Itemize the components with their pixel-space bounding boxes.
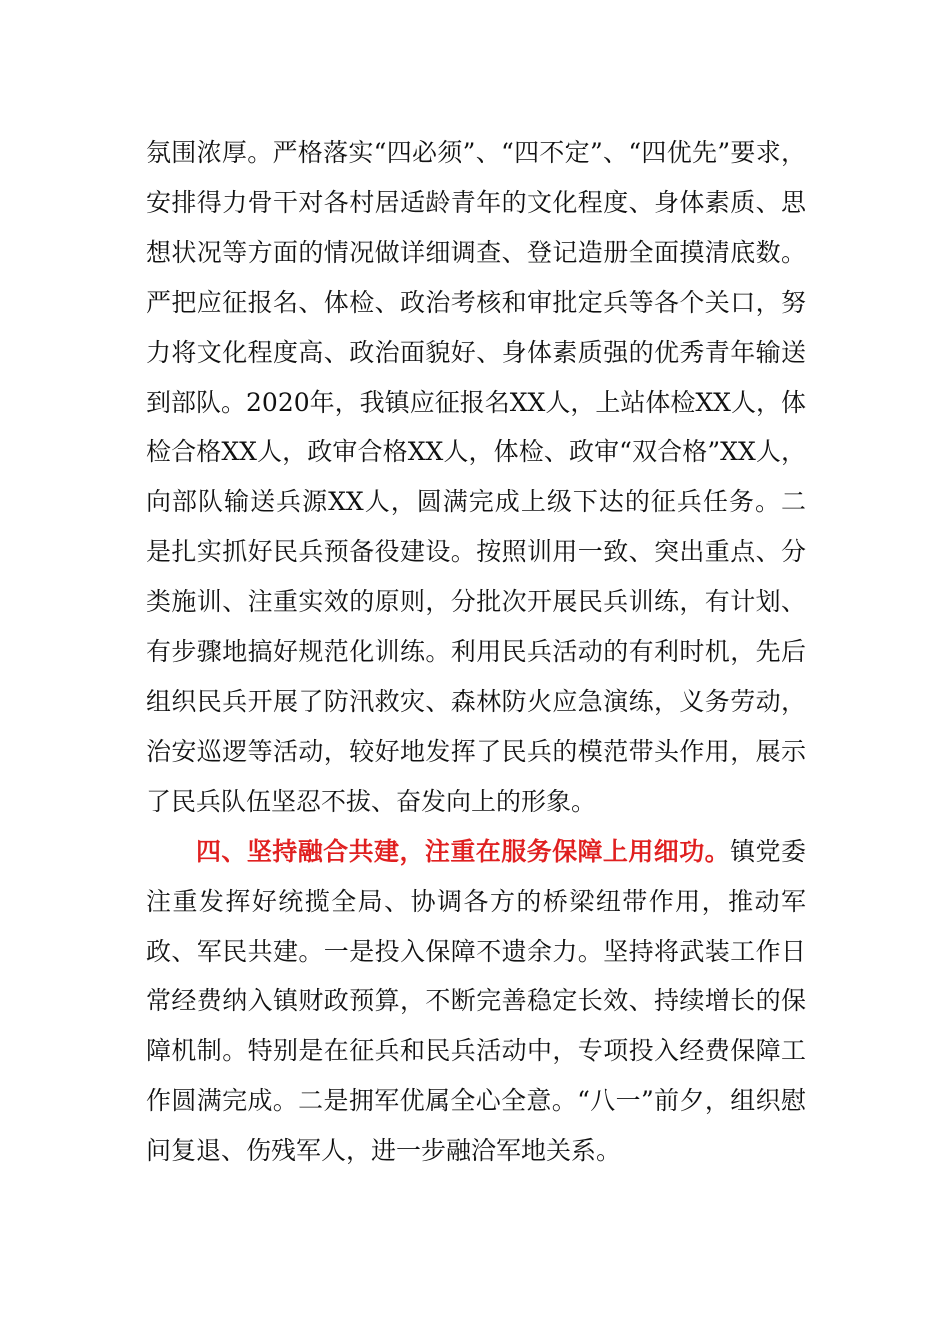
section-body-4: 镇党委注重发挥好统揽全局、协调各方的桥梁纽带作用，推动军政、军民共建。一是投入保障不遗余力。坚持将武装工作日常经费纳入镇财政预算，不断完善稳定长效、持续增长的保障机制。特别是在征兵和民兵活动中，专项投入经费保障工作圆满完成。二是拥军优属全心全意。“八一”前夕，组织慰问复退、伤残军人，进一步融洽军地关系。: [146, 836, 806, 1166]
document-page: [146, 128, 806, 1176]
section-heading-4: 四、坚持融合共建，注重在服务保障上用细功。: [196, 836, 731, 866]
body-paragraph-1: 氛围浓厚。严格落实“四必须”、“四不定”、“四优先”要求，安排得力骨干对各村居适龄青年的文化程度、身体素质、思想状况等方面的情况做详细调查、登记造册全面摸清底数。严把应征报名、体检、政治考核和审批定兵等各个关口，努力将文化程度高、政治面貌好、身体素质强的优秀青年输送到部队。2020年，我镇应征报名XX人，上站体检XX人，体检合格XX人，政审合格XX人，体检、政审“双合格”XX人，向部队输送兵源XX人，圆满完成上级下达的征兵任务。二是扎实抓好民兵预备役建设。按照训用一致、突出重点、分类施训、注重实效的原则，分批次开展民兵训练，有计划、有步骤地搞好规范化训练。利用民兵活动的有利时机，先后组织民兵开展了防汛救灾、森林防火应急演练，义务劳动，治安巡逻等活动，较好地发挥了民兵的模范带头作用，展示了民兵队伍坚忍不拔、奋发向上的形象。: [146, 138, 806, 816]
body-paragraph-2: [146, 827, 806, 1176]
